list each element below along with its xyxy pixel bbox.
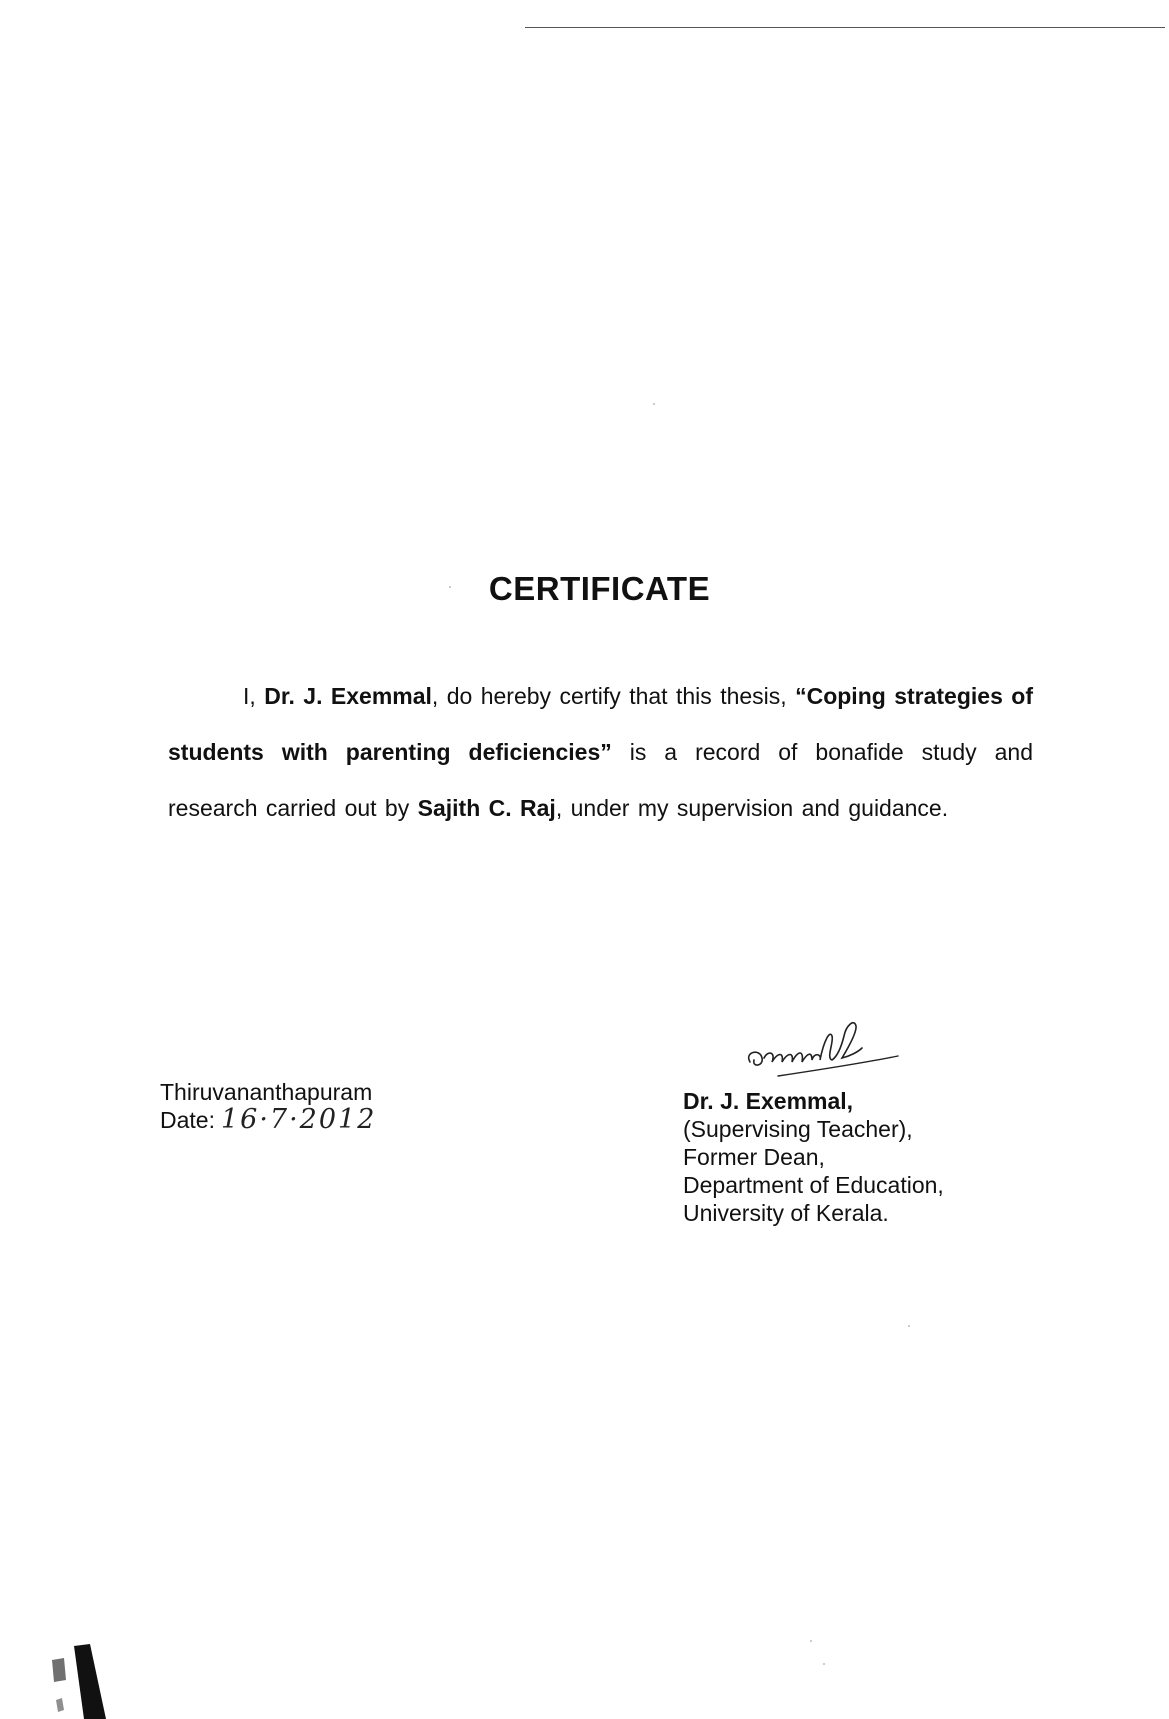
signatory-university: University of Kerala. [683, 1200, 889, 1226]
scan-speck [823, 1663, 825, 1665]
certifier-name: Dr. J. Exemmal [264, 683, 432, 709]
para-text-3: is a record of bonafide study and research carried out by [168, 739, 1033, 821]
signature-image [738, 1000, 918, 1090]
date-value-handwritten: 16·7·2012 [220, 1104, 377, 1135]
para-text-2: , do hereby certify that this thesis, [431, 683, 796, 709]
place-date-block [160, 1078, 376, 1134]
scan-speck [810, 1640, 812, 1642]
top-rule [525, 27, 1165, 28]
scan-speck [908, 1325, 910, 1327]
thesis-title: “Coping strategies of students with parenting deficiencies” [168, 683, 1033, 765]
para-text-1: I, [243, 683, 265, 709]
signatory-block [683, 1087, 944, 1227]
certificate-title: CERTIFICATE [488, 570, 711, 607]
scan-blot [50, 1640, 110, 1719]
place: Thiruvananthapuram [160, 1079, 373, 1105]
scan-speck [653, 403, 655, 405]
signatory-department: Department of Education, [683, 1172, 944, 1198]
para-text-4: , under my supervision and guidance. [555, 795, 949, 821]
date-label: Date: [160, 1107, 215, 1133]
date-row [160, 1106, 376, 1134]
signatory-name: Dr. J. Exemmal, [683, 1088, 854, 1114]
certificate-paragraph [168, 668, 1033, 836]
signatory-role: (Supervising Teacher), [683, 1116, 913, 1142]
signatory-position: Former Dean, [683, 1144, 825, 1170]
researcher-name: Sajith C. Raj [417, 795, 556, 821]
